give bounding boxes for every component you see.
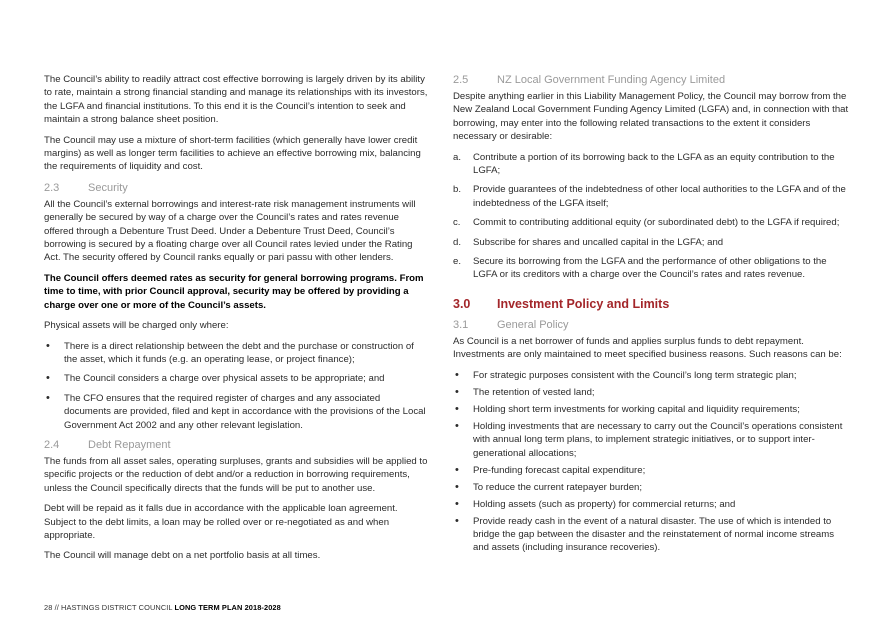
lgfa-list — [453, 151, 851, 282]
list-item: • Pre-funding forecast capital expenditure; — [453, 464, 851, 477]
section-number: 3.1 — [453, 318, 469, 331]
list-item: • For strategic purposes consistent with the Council’s long term strategic plan; — [453, 369, 851, 382]
debt-repayment-paragraph-1: The funds from all asset sales, operating surpluses, grants and subsidies will be applied to specific projects or the reduction of debt and/or a reduction in borrowing requirements, unless the Council specifically directs that the funds will be put to another use. — [44, 455, 428, 494]
list-item — [453, 151, 851, 178]
list-item-text: Commit to contributing additional equity (or subordinated debt) to the LGFA if required; — [473, 217, 840, 229]
section-number: 2.5 — [453, 74, 469, 86]
list-item-label: c. — [453, 217, 461, 229]
intro-paragraph-1: The Council’s ability to readily attract cost effective borrowing is largely driven by its ability to rate, maintain a strong financial standing and manage its relationships with its investors, the LGFA and financial institutions. To this end it is the Council’s intention to seek and maintain a strong balance sheet position. — [44, 74, 428, 126]
lgfa-paragraph: Despite anything earlier in this Liability Management Policy, the Council may borrow from the New Zealand Local Government Funding Agency Limited (LGFA) and, in connection with that borrowing, may enter into the following related transactions to the extent it considers necessary or desirable: — [453, 91, 849, 143]
section-number: 2.3 — [44, 181, 60, 194]
section-3-0-heading — [453, 296, 851, 312]
list-item: • To reduce the current ratepayer burden; — [453, 481, 851, 494]
security-paragraph-3: Physical assets will be charged only where: — [44, 320, 229, 332]
list-item-label: e. — [453, 256, 462, 268]
section-3-1-heading — [453, 318, 851, 332]
left-column — [44, 73, 428, 570]
page-footer — [44, 603, 281, 612]
investment-reasons-list — [453, 369, 851, 555]
footer-plan-title: LONG TERM PLAN 2018-2028 — [174, 603, 281, 612]
list-item — [453, 236, 851, 249]
section-2-3-heading — [44, 181, 428, 195]
list-item — [453, 183, 851, 210]
list-item-text: Contribute a portion of its borrowing back to the LGFA as an equity contribution to the LGFA; — [473, 151, 835, 177]
list-item: • Holding investments that are necessary to carry out the Council’s operations consistent with annual long term plans, to implement strategic initiatives, or to support inter-generational allocations; — [453, 420, 851, 460]
list-item-text: Secure its borrowing from the LGFA and the performance of other obligations to the LGFA or its creditors with a charge over the Council’s rates and rates revenue. — [473, 256, 827, 281]
list-item-text: Subscribe for shares and uncalled capital in the LGFA; and — [473, 236, 724, 248]
section-number: 2.4 — [44, 438, 60, 451]
list-item: • Holding assets (such as property) for commercial returns; and — [453, 498, 851, 511]
list-item-label: b. — [453, 184, 462, 196]
debt-repayment-paragraph-2: Debt will be repaid as it falls due in accordance with the applicable loan agreement. Subject to the debt limits, a loan may be rolled over or re-negotiated as and when appropriate. — [44, 503, 398, 541]
footer-page-info: 28 // HASTINGS DISTRICT COUNCIL — [44, 603, 175, 612]
list-item — [453, 216, 851, 229]
right-column — [453, 73, 851, 561]
security-paragraph-bold: The Council offers deemed rates as security for general borrowing programs. From time to time, with prior Council approval, security may be offered by providing a charge over one or more of the Council’s assets. — [44, 272, 424, 311]
list-item-label: a. — [453, 151, 462, 163]
list-item: • The Council considers a charge over physical assets to be appropriate; and — [44, 372, 428, 385]
section-title: General Policy — [497, 318, 569, 331]
section-title: Security — [88, 181, 128, 194]
security-paragraph-1: All the Council’s external borrowings and interest-rate risk management instruments will generally be secured by way of a charge over the Council’s rates and rates revenue offered through a Debenture Trust Deed. Under a Debenture Trust Deed, Council’s borrowing is secured by a floating charge over all Council rates levied under the Rating Act. The security offered by Council ranks equally or pari passu with other lenders. — [44, 198, 416, 264]
section-title: Investment Policy and Limits — [497, 296, 670, 311]
list-item: • The retention of vested land; — [453, 386, 851, 399]
section-title: NZ Local Government Funding Agency Limited — [497, 74, 726, 86]
list-item: • The CFO ensures that the required register of charges and any associated documents are provided, filed and kept in accordance with the provisions of the Local Government Act 2002 and any other relevant legislation. — [44, 392, 428, 432]
security-bullet-list — [44, 340, 428, 432]
list-item — [453, 255, 851, 282]
list-item-label: d. — [453, 236, 462, 248]
debt-repayment-paragraph-3: The Council will manage debt on a net portfolio basis at all times. — [44, 550, 321, 562]
list-item: • There is a direct relationship between the debt and the purchase or construction of the asset, which it funds (e.g. an operating lease, or project finance); — [44, 340, 428, 367]
list-item: • Holding short term investments for working capital and liquidity requirements; — [453, 403, 851, 416]
intro-paragraph-2: The Council may use a mixture of short-term facilities (which generally have lower credit margins) as well as longer term facilities to achieve an effective borrowing mix, balancing the requirements of liquidity and cost. — [44, 134, 421, 173]
section-title: Debt Repayment — [88, 438, 171, 451]
section-number: 3.0 — [453, 296, 471, 311]
list-item: • Provide ready cash in the event of a natural disaster. The use of which is intended to bridge the gap between the disaster and the reinstatement of normal income streams and assets (including insurance recoveries). — [453, 515, 851, 555]
general-policy-paragraph: As Council is a net borrower of funds and applies surplus funds to debt repayment. Investments are only maintained to meet specified business reasons. Such reasons can be: — [453, 335, 842, 361]
list-item-text: Provide guarantees of the indebtedness of other local authorities to the LGFA and of the indebtedness of the LGFA itself; — [473, 184, 846, 209]
section-2-5-heading — [453, 73, 851, 87]
section-2-4-heading — [44, 438, 428, 452]
